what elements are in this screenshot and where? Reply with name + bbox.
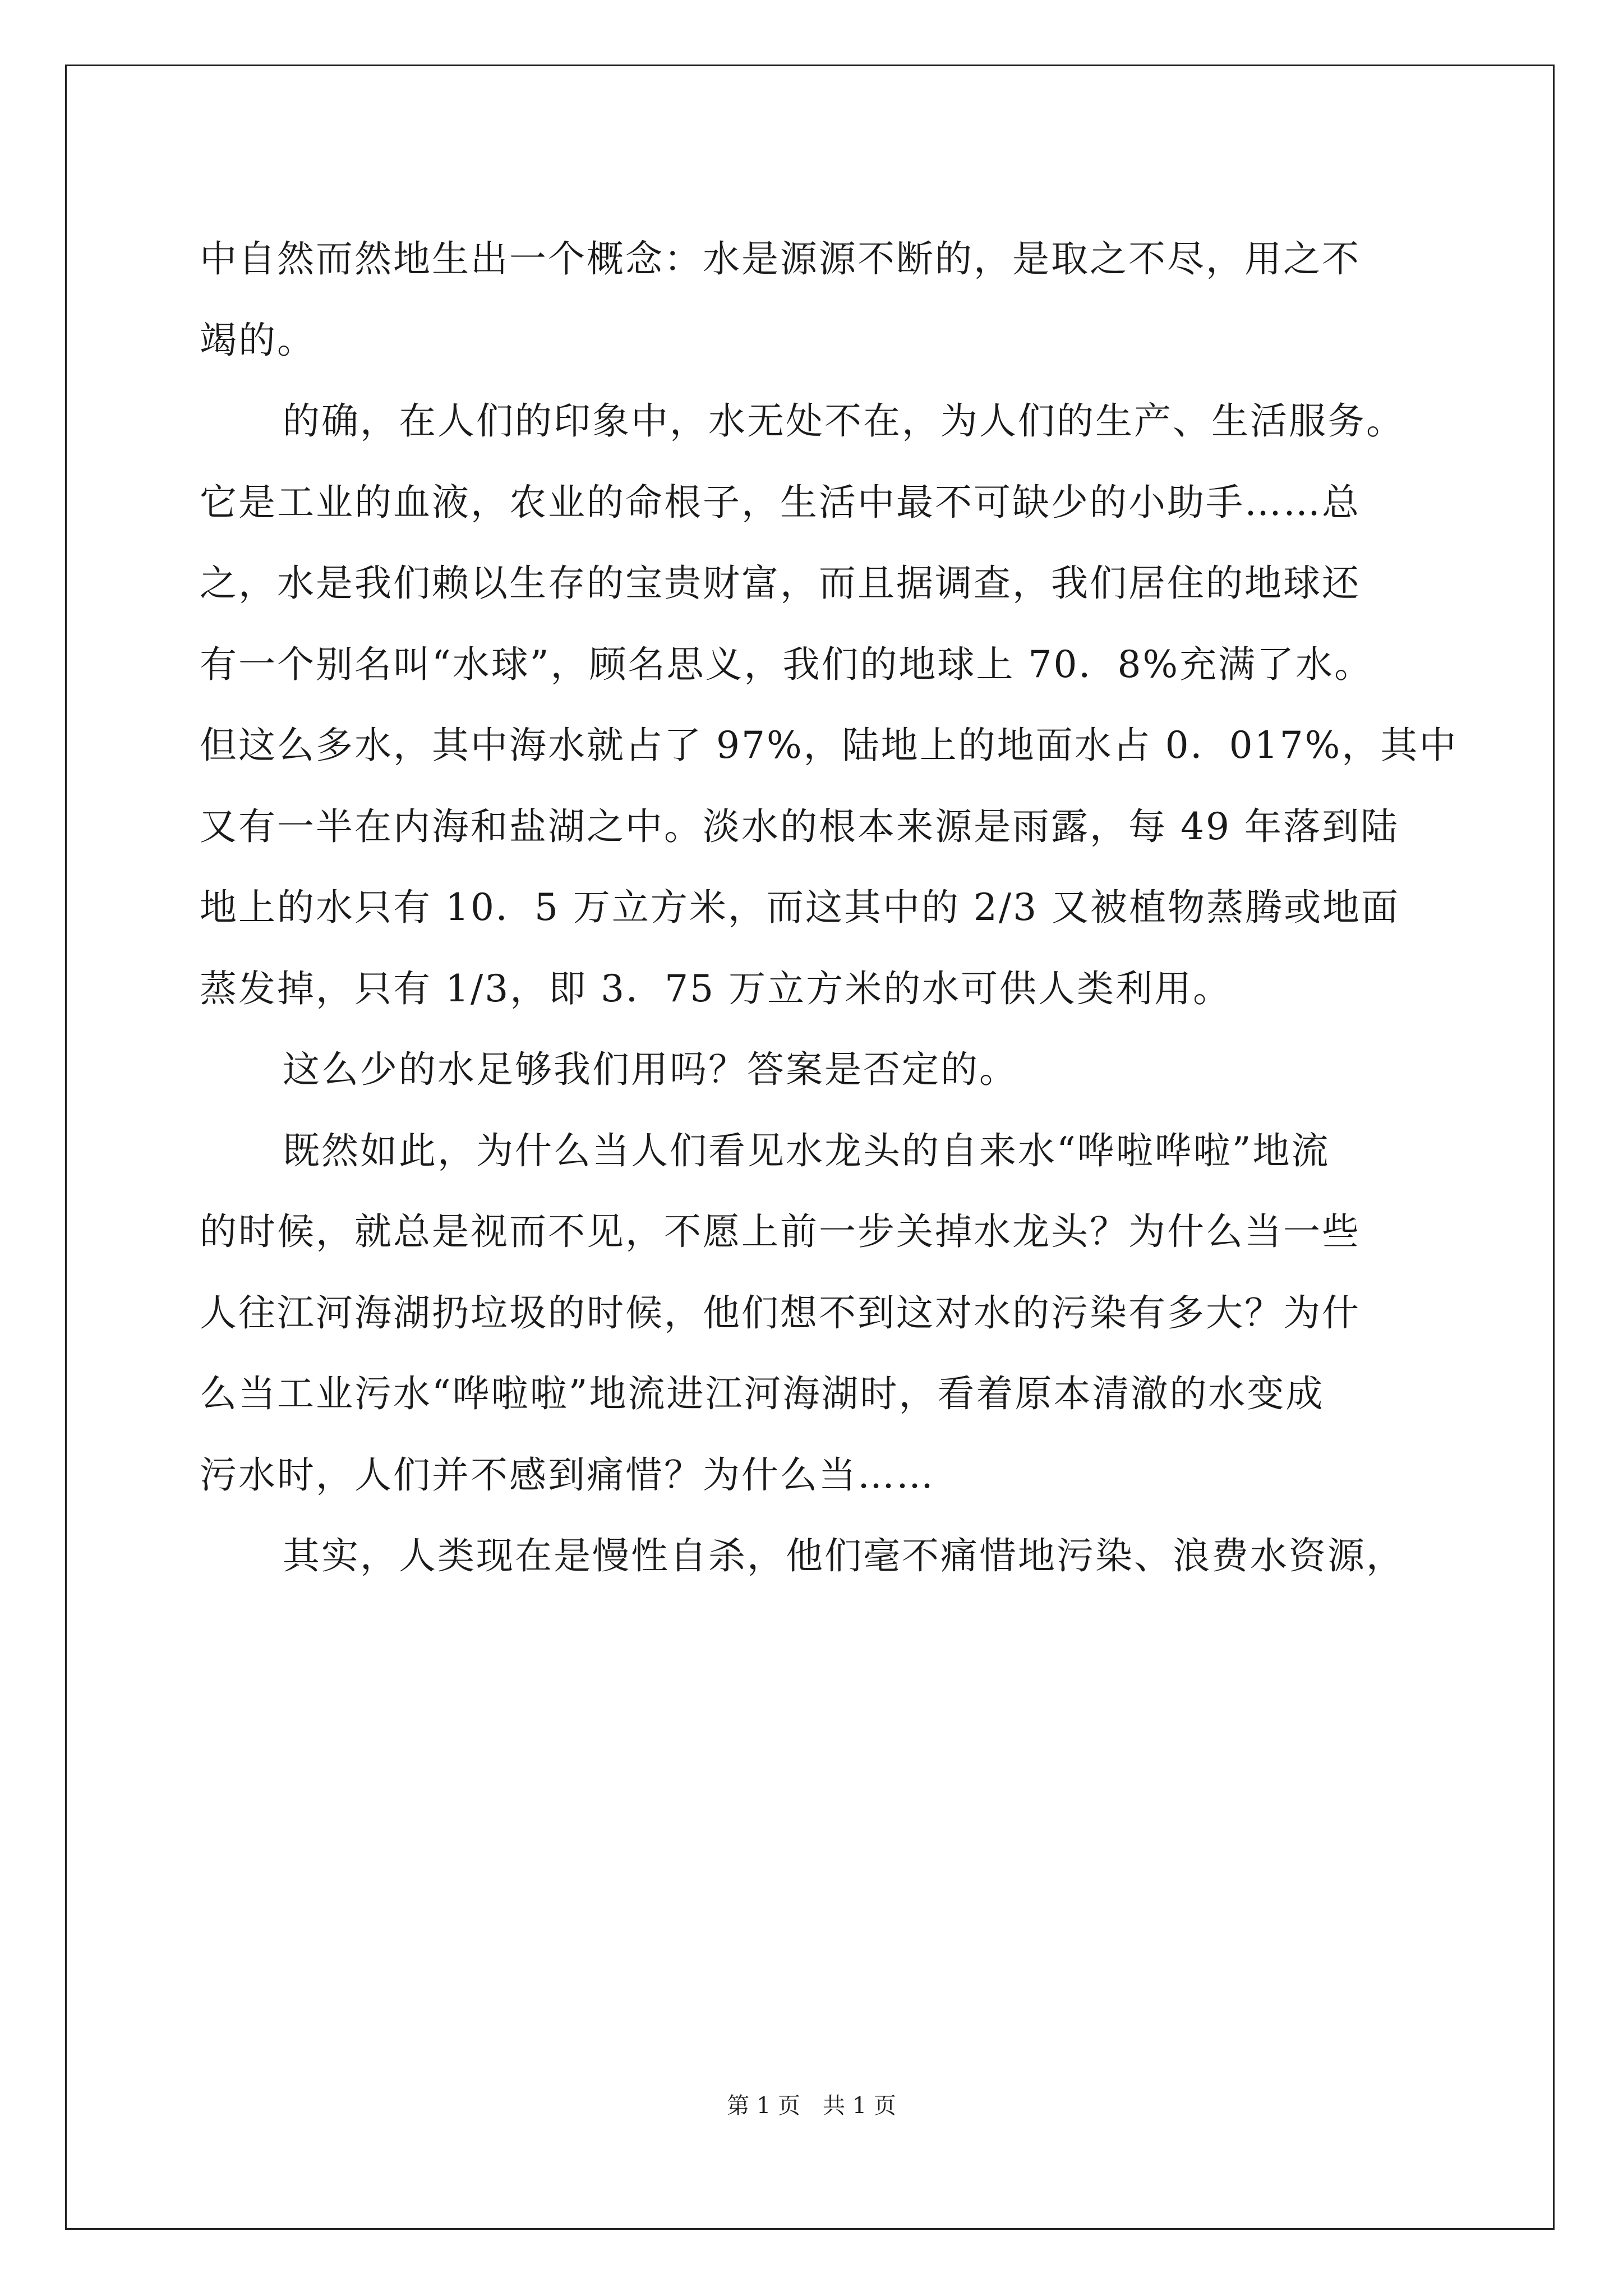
paragraph-start-line: 其实，人类现在是慢性自杀，他们毫不痛惜地污染、浪费水资源，: [283, 1534, 1405, 1577]
text-line: 污水时，人们并不感到痛惜？为什么当……: [200, 1453, 935, 1497]
text-line: 但这么多水，其中海水就占了 97%，陆地上的地面水占 0．017%，其中: [200, 724, 1458, 767]
text-line: 又有一半在内海和盐湖之中。淡水的根本来源是雨露，每 49 年落到陆: [200, 804, 1399, 848]
text-line: 么当工业污水“哗啦啦”地流进江河海湖时，看着原本清澈的水变成: [200, 1372, 1325, 1415]
document-body: [200, 219, 1458, 1597]
text-line: 有一个别名叫“水球”，顾名思义，我们的地球上 70．8%充满了水。: [200, 642, 1373, 686]
page-footer: 第 1 页 共 1 页: [727, 2093, 896, 2119]
text-line: 竭的。: [200, 318, 316, 362]
text-line: 它是工业的血液，农业的命根子，生活中最不可缺少的小助手……总: [200, 480, 1361, 524]
paragraph-start-line: 既然如此，为什么当人们看见水龙头的自来水“哗啦哗啦”地流: [283, 1129, 1330, 1172]
text-line: 的时候，就总是视而不见，不愿上前一步关掉水龙头？为什么当一些: [200, 1210, 1361, 1253]
text-line: 蒸发掉，只有 1/3，即 3．75 万立方米的水可供人类利用。: [200, 967, 1232, 1010]
text-line: 中自然而然地生出一个概念：水是源源不断的，是取之不尽，用之不: [200, 237, 1361, 280]
text-line: 人往江河海湖扔垃圾的时候，他们想不到这对水的污染有多大？为什: [200, 1291, 1361, 1335]
text-line: 地上的水只有 10．5 万立方米，而这其中的 2/3 又被植物蒸腾或地面: [200, 886, 1400, 929]
paragraph-start-line: 这么少的水足够我们用吗？答案是否定的。: [283, 1048, 1018, 1091]
text-line: 之，水是我们赖以生存的宝贵财富，而且据调查，我们居住的地球还: [200, 562, 1361, 605]
paragraph-start-line: 的确，在人们的印象中，水无处不在，为人们的生产、生活服务。: [283, 399, 1405, 443]
